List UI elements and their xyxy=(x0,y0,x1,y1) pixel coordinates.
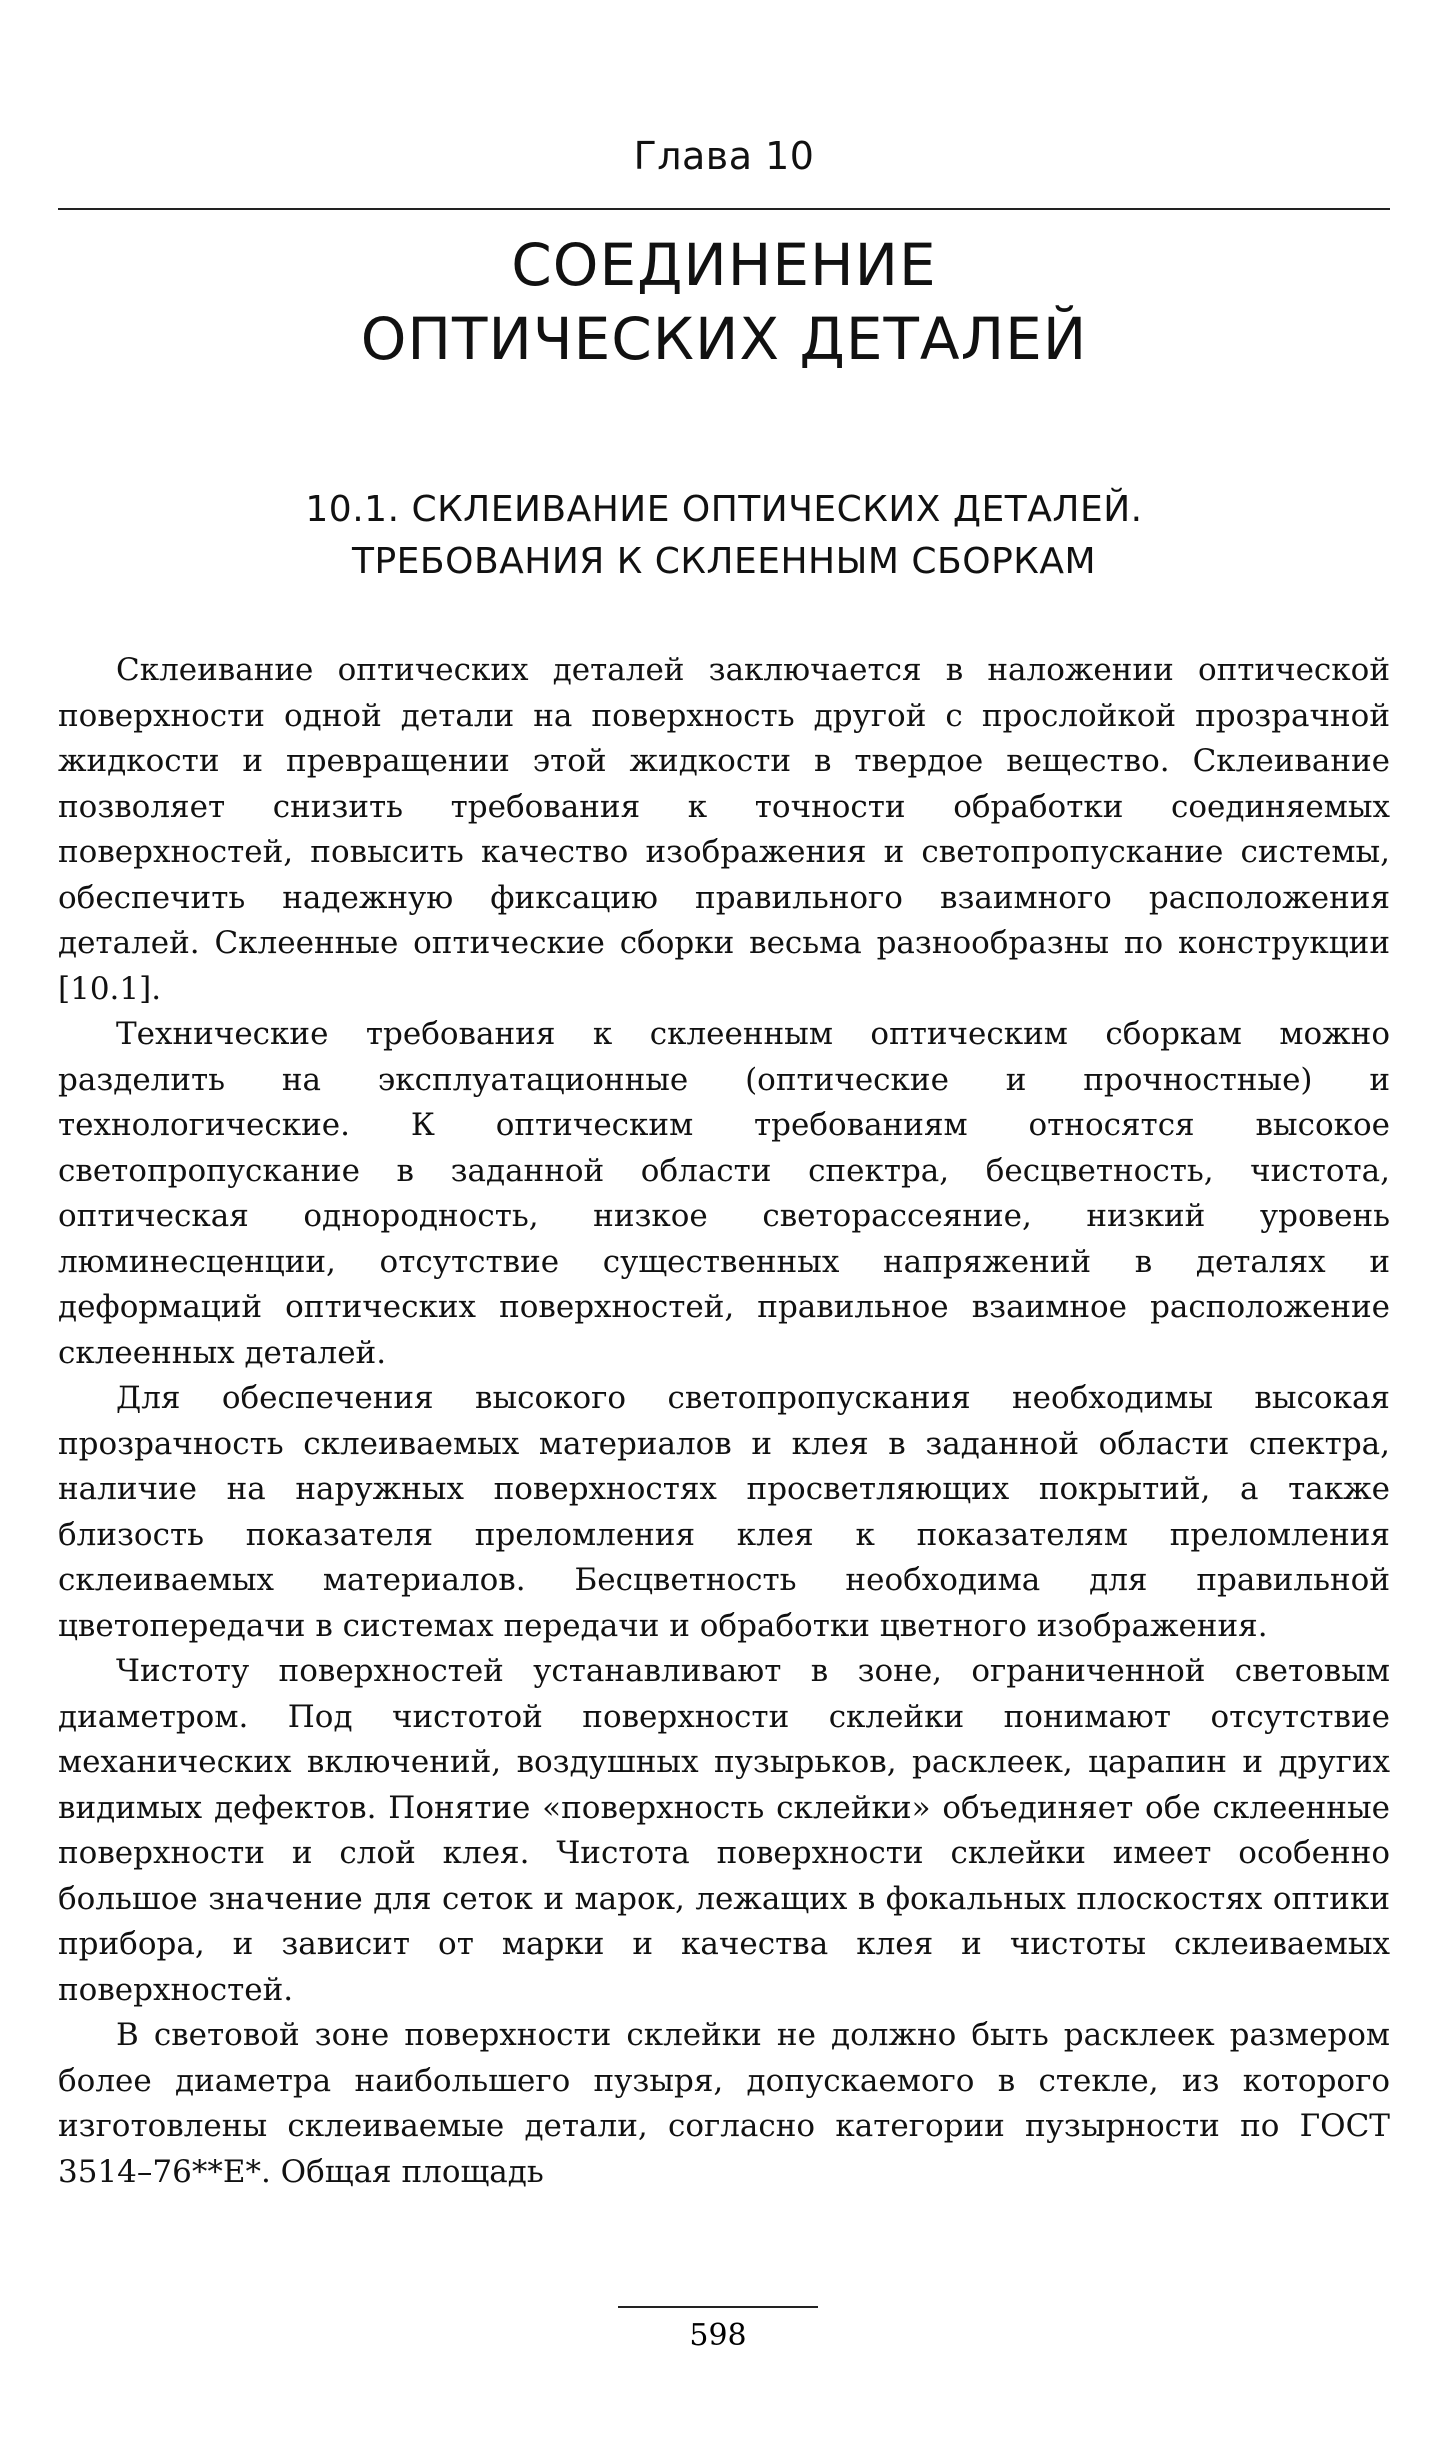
chapter-title-line-1: СОЕДИНЕНИЕ xyxy=(511,231,937,299)
footer-rule xyxy=(618,2306,818,2308)
body-text xyxy=(58,648,1390,2195)
paragraph: В световой зоне поверхности склейки не должно быть расклеек размером более диаметра наибольшего пузыря, допускаемого в стекле, из которого изготовлены склеиваемые детали, согласно категории пузырности по ГОСТ 3514–76**Е*. Общая площадь xyxy=(58,2017,1390,2190)
section-title-line-2: ТРЕБОВАНИЯ К СКЛЕЕННЫМ СБОРКАМ xyxy=(351,541,1097,582)
paragraph: Технические требования к склеенным оптическим сборкам можно разделить на эксплуатационные (оптические и прочностные) и технологические. К оптическим требованиям относятся высокое светопропускание в заданной области спектра, бесцветность, чистота, оптическая однородность, низкое светорассеяние, низкий уровень люминесценции, отсутствие существенных напряжений в деталях и деформаций оптических поверхностей, правильное взаимное расположение склеенных деталей. xyxy=(58,1016,1390,1371)
paragraph: Для обеспечения высокого светопропускания необходимы высокая прозрачность склеиваемых материалов и клея в заданной области спектра, наличие на наружных поверхностях просветляющих покрытий, а также близость показателя преломления клея к показателям преломления склеиваемых материалов. Бесцветность необходима для правильной цветопередачи в системах передачи и обработки цветного изображения. xyxy=(58,1380,1390,1644)
section-title xyxy=(58,484,1390,588)
page-footer xyxy=(0,2306,1436,2353)
page-number: 598 xyxy=(689,2318,747,2353)
chapter-rule xyxy=(58,208,1390,210)
paragraph: Склеивание оптических деталей заключается в наложении оптической поверхности одной детали на поверхность другой с прослойкой прозрачной жидкости и превращении этой жидкости в твердое вещество. Склеивание позволяет снизить требования к точности обработки соединяемых поверхностей, повысить качество изображения и светопропускание системы, обеспечить надежную фиксацию правильного взаимного расположения деталей. Склеенные оптические сборки весьма разнообразны по конструкции [10.1]. xyxy=(58,652,1390,1007)
section-title-line-1: 10.1. СКЛЕИВАНИЕ ОПТИЧЕСКИХ ДЕТАЛЕЙ. xyxy=(305,489,1143,530)
chapter-title-line-2: ОПТИЧЕСКИХ ДЕТАЛЕЙ xyxy=(360,305,1088,373)
chapter-label: Глава 10 xyxy=(633,134,815,178)
chapter-title xyxy=(58,228,1390,376)
book-page xyxy=(58,120,1390,2195)
paragraph: Чистоту поверхностей устанавливают в зоне, ограниченной световым диаметром. Под чистотой поверхности склейки понимают отсутствие механических включений, воздушных пузырьков, расклеек, царапин и других видимых дефектов. Понятие «поверхность склейки» объединяет обе склеенные поверхности и слой клея. Чистота поверхности склейки имеет особенно большое значение для сеток и марок, лежащих в фокальных плоскостях оптики прибора, и зависит от марки и качества клея и чистоты склеиваемых поверхностей. xyxy=(58,1653,1390,2008)
